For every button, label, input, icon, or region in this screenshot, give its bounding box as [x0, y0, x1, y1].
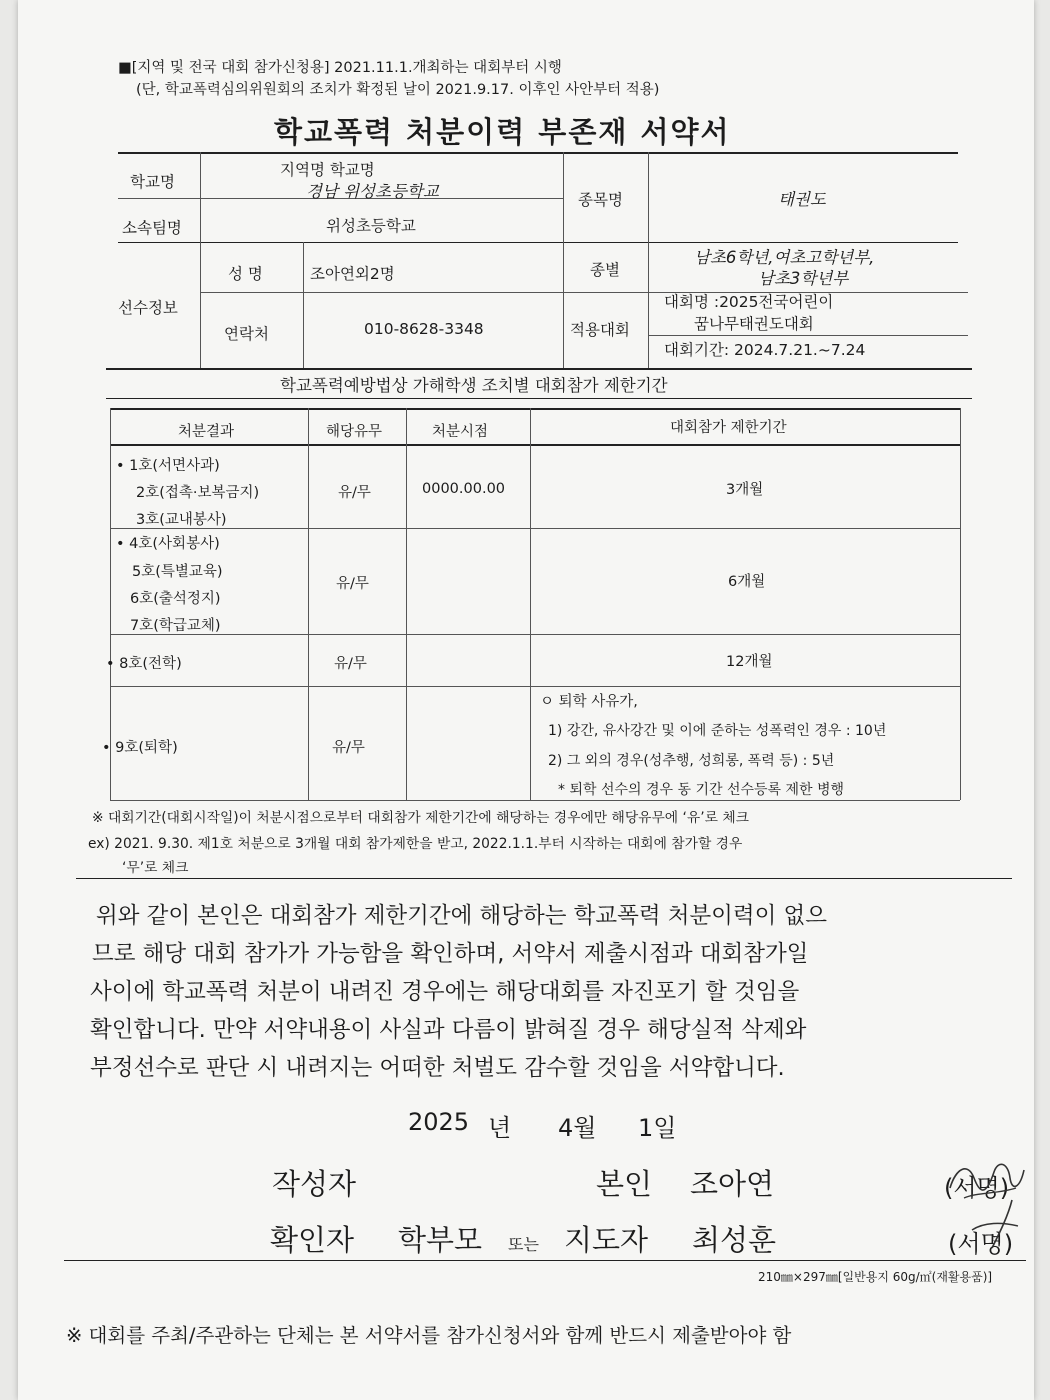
- info-table-bottom-border: [106, 368, 972, 370]
- team-value: 위성초등학교: [326, 217, 416, 235]
- event-label: 종목명: [578, 191, 623, 209]
- note-line-3: ‘무’로 체크: [122, 860, 189, 876]
- writer-label: 작성자: [272, 1167, 357, 1201]
- player-info-label: 선수정보: [118, 299, 178, 317]
- restriction-col-line: [530, 408, 531, 800]
- col-header-result: 처분결과: [178, 424, 235, 440]
- pledge-line-2: 므로 해당 대회 참가가 가능함을 확인하며, 서약서 제출시점과 대회참가일: [92, 941, 809, 967]
- contact-label: 연락처: [224, 325, 269, 343]
- row1-date: 0000.00.00: [422, 481, 506, 497]
- col-header-applicable: 해당유무: [326, 424, 383, 440]
- date-year-unit: 년: [488, 1114, 512, 1142]
- paper-spec: 210㎜×297㎜[일반용지 60g/㎡(재활용품)]: [758, 1270, 993, 1284]
- restriction-table-bottom: [110, 800, 960, 801]
- row1-applicable: 유/무: [338, 485, 371, 501]
- row2-item-4: 7호(학급교체): [130, 618, 221, 634]
- row1-item-3: 3호(교내봉사): [136, 512, 227, 528]
- row2-item-3: 6호(출석정지): [130, 591, 221, 607]
- date-day: 1일: [638, 1114, 677, 1142]
- date-year: 2025: [408, 1108, 470, 1136]
- category-value-1: 남초6학년,여초고학년부,: [694, 248, 875, 267]
- info-row-line: [200, 292, 968, 293]
- confirmer-sign-slot: (서명): [948, 1230, 1014, 1258]
- category-value-2: 남초3학년부: [758, 269, 849, 288]
- school-hint: 지역명 학교명: [280, 161, 375, 179]
- info-table-top-border: [118, 152, 958, 154]
- confirmer-or: 또는: [508, 1235, 539, 1254]
- row4-period-line-2: 1) 강간, 유사강간 및 이에 준하는 성폭력인 경우 : 10년: [548, 723, 887, 739]
- event-value: 태권도: [778, 190, 826, 209]
- confirmer-label: 확인자: [270, 1223, 355, 1257]
- restriction-col-line: [960, 408, 961, 800]
- row4-period-line-4: * 퇴학 선수의 경우 동 기간 선수등록 제한 병행: [558, 782, 845, 798]
- row1-item-1: • 1호(서면사과): [116, 458, 220, 474]
- restriction-row-line: [110, 686, 960, 687]
- restriction-heading-underline: [106, 398, 972, 399]
- row4-item-1: • 9호(퇴학): [102, 740, 178, 756]
- note-line-2: ex) 2021. 9.30. 제1호 처분으로 3개월 대회 참가제한을 받고, 2022.1.1.부터 시작하는 대회에 참가할 경우: [88, 836, 743, 852]
- row2-item-2: 5호(특별교육): [132, 564, 223, 580]
- restriction-header-bottom: [110, 444, 960, 446]
- restriction-heading: 학교폭력예방법상 가해학생 조치별 대회참가 제한기간: [280, 376, 668, 395]
- confirmer-name: 최성훈: [692, 1223, 777, 1257]
- restriction-table-top: [110, 408, 960, 410]
- row1-period: 3개월: [726, 482, 764, 498]
- restriction-row-line: [110, 634, 960, 635]
- note-line-1: ※ 대회기간(대회시작일)이 처분시점으로부터 대회참가 제한기간에 해당하는 경우에만 해당유무에 ‘유’로 체크: [92, 810, 749, 826]
- row3-item-1: • 8호(전학): [106, 656, 182, 672]
- col-header-period: 대회참가 제한기간: [670, 420, 787, 436]
- header-line-1: ■[지역 및 전국 대회 참가신청용] 2021.11.1.개최하는 대회부터 시행: [118, 60, 562, 76]
- notes-divider: [76, 878, 1012, 879]
- pledge-line-4: 확인합니다. 만약 서약내용이 사실과 다름이 밝혀질 경우 해당실적 삭제와: [90, 1017, 807, 1043]
- category-label: 종별: [590, 261, 620, 279]
- contest-name-1: 대회명 :2025전국어린이: [664, 293, 834, 311]
- confirmer-role-coach: 지도자: [564, 1223, 649, 1257]
- document-page: [18, 0, 1034, 1400]
- header-line-2: (단, 학교폭력심의위원회의 조치가 확정된 날이 2021.9.17. 이후인 사안부터 적용): [136, 82, 660, 98]
- date-month: 4월: [558, 1114, 597, 1142]
- row2-applicable: 유/무: [336, 576, 369, 592]
- document-title: 학교폭력 처분이력 부존재 서약서: [274, 115, 731, 149]
- school-label: 학교명: [130, 173, 175, 191]
- school-value: 경남 위성초등학교: [306, 182, 439, 201]
- row3-period: 12개월: [726, 654, 773, 670]
- writer-role: 본인: [596, 1167, 653, 1201]
- writer-sign-slot: (서명): [944, 1174, 1010, 1202]
- info-table-divider: [118, 242, 958, 243]
- pledge-line-3: 사이에 학교폭력 처분이 내려진 경우에는 해당대회를 자진포기 할 것임을: [90, 979, 800, 1005]
- restriction-col-line: [308, 408, 309, 800]
- row2-period: 6개월: [728, 574, 766, 590]
- name-label: 성 명: [228, 265, 263, 283]
- row3-applicable: 유/무: [334, 656, 367, 672]
- info-row-line: [648, 335, 968, 336]
- info-col-line: [200, 152, 201, 368]
- info-col-line: [563, 152, 564, 368]
- footer-note: ※ 대회를 주최/주관하는 단체는 본 서약서를 참가신청서와 함께 반드시 제출받아야 함: [66, 1324, 792, 1347]
- col-header-date: 처분시점: [432, 424, 489, 440]
- signature-divider: [64, 1260, 1026, 1261]
- contact-value: 010-8628-3348: [364, 320, 484, 338]
- info-col-line: [303, 242, 304, 368]
- row4-period-line-1: ㅇ 퇴학 사유가,: [540, 694, 638, 710]
- confirmer-role-parent: 학부모: [398, 1223, 483, 1257]
- restriction-col-line: [406, 408, 407, 800]
- contest-name-2: 꿈나무태권도대회: [694, 315, 814, 333]
- name-value: 조아연외2명: [310, 265, 395, 283]
- team-label: 소속팀명: [122, 219, 182, 237]
- apply-contest-label: 적용대회: [570, 321, 630, 339]
- writer-name: 조아연: [690, 1167, 775, 1201]
- restriction-row-line: [110, 528, 960, 529]
- row4-period-line-3: 2) 그 외의 경우(성추행, 성희롱, 폭력 등) : 5년: [548, 753, 835, 769]
- confirmer-handwritten-signature: [952, 1196, 1030, 1260]
- row4-applicable: 유/무: [332, 740, 365, 756]
- row2-item-1: • 4호(사회봉사): [116, 536, 220, 552]
- row1-item-2: 2호(접촉·보복금지): [136, 485, 260, 501]
- pledge-line-5: 부정선수로 판단 시 내려지는 어떠한 처벌도 감수할 것임을 서약합니다.: [90, 1055, 785, 1081]
- pledge-line-1: 위와 같이 본인은 대회참가 제한기간에 해당하는 학교폭력 처분이력이 없으: [96, 903, 828, 929]
- contest-period: 대회기간: 2024.7.21.~7.24: [664, 341, 866, 359]
